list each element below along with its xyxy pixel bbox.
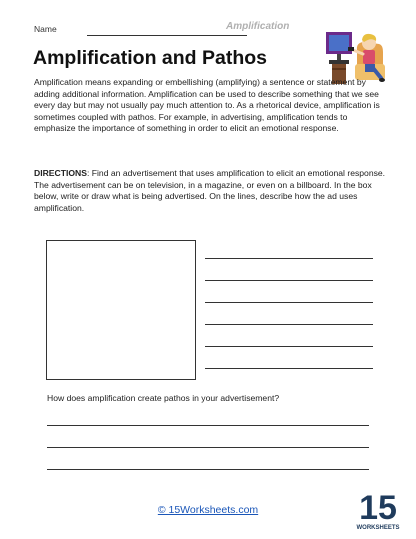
directions-paragraph <box>34 168 389 214</box>
question-answer-line[interactable] <box>47 447 369 448</box>
worksheet-category: Amplification <box>226 21 290 32</box>
15worksheets-logo-icon <box>356 487 400 531</box>
footer <box>0 504 416 516</box>
directions-text: : Find an advertisement that uses amplification to elicit an emotional response. The advertisement can be on television, in a magazine, or even on a billboard. In the box below, write or draw what is being advertised. On the lines, describe how the ad uses amplification. <box>34 168 386 213</box>
answer-line[interactable] <box>205 346 373 347</box>
logo-text: WORKSHEETS <box>356 525 400 531</box>
question-answer-line[interactable] <box>47 425 369 426</box>
question-answer-line[interactable] <box>47 469 369 470</box>
logo-number: 15 <box>359 489 397 527</box>
answer-line[interactable] <box>205 302 373 303</box>
name-label: Name <box>34 24 57 34</box>
question-text: How does amplification create pathos in your advertisement? <box>47 393 280 403</box>
name-row <box>34 24 224 38</box>
answer-line[interactable] <box>205 324 373 325</box>
drawing-box[interactable] <box>46 240 196 380</box>
name-field[interactable] <box>87 35 247 36</box>
intro-paragraph: Amplification means expanding or embellishing (amplifying) a sentence or statement by adding additional information. Amplification can be used to describe something that we see every day but may not usually pay much attention to. As a rhetorical device, amplification is sometimes coupled with pathos. For example, in advertising, amplification tends to emphasize the importance of something in order to elicit an emotional response. <box>34 77 380 134</box>
answer-line[interactable] <box>205 368 373 369</box>
page-title: Amplification and Pathos <box>33 47 268 69</box>
answer-line[interactable] <box>205 258 373 259</box>
directions-label: DIRECTIONS <box>34 168 87 178</box>
copyright-link[interactable]: © 15Worksheets.com <box>157 504 259 516</box>
answer-line[interactable] <box>205 280 373 281</box>
